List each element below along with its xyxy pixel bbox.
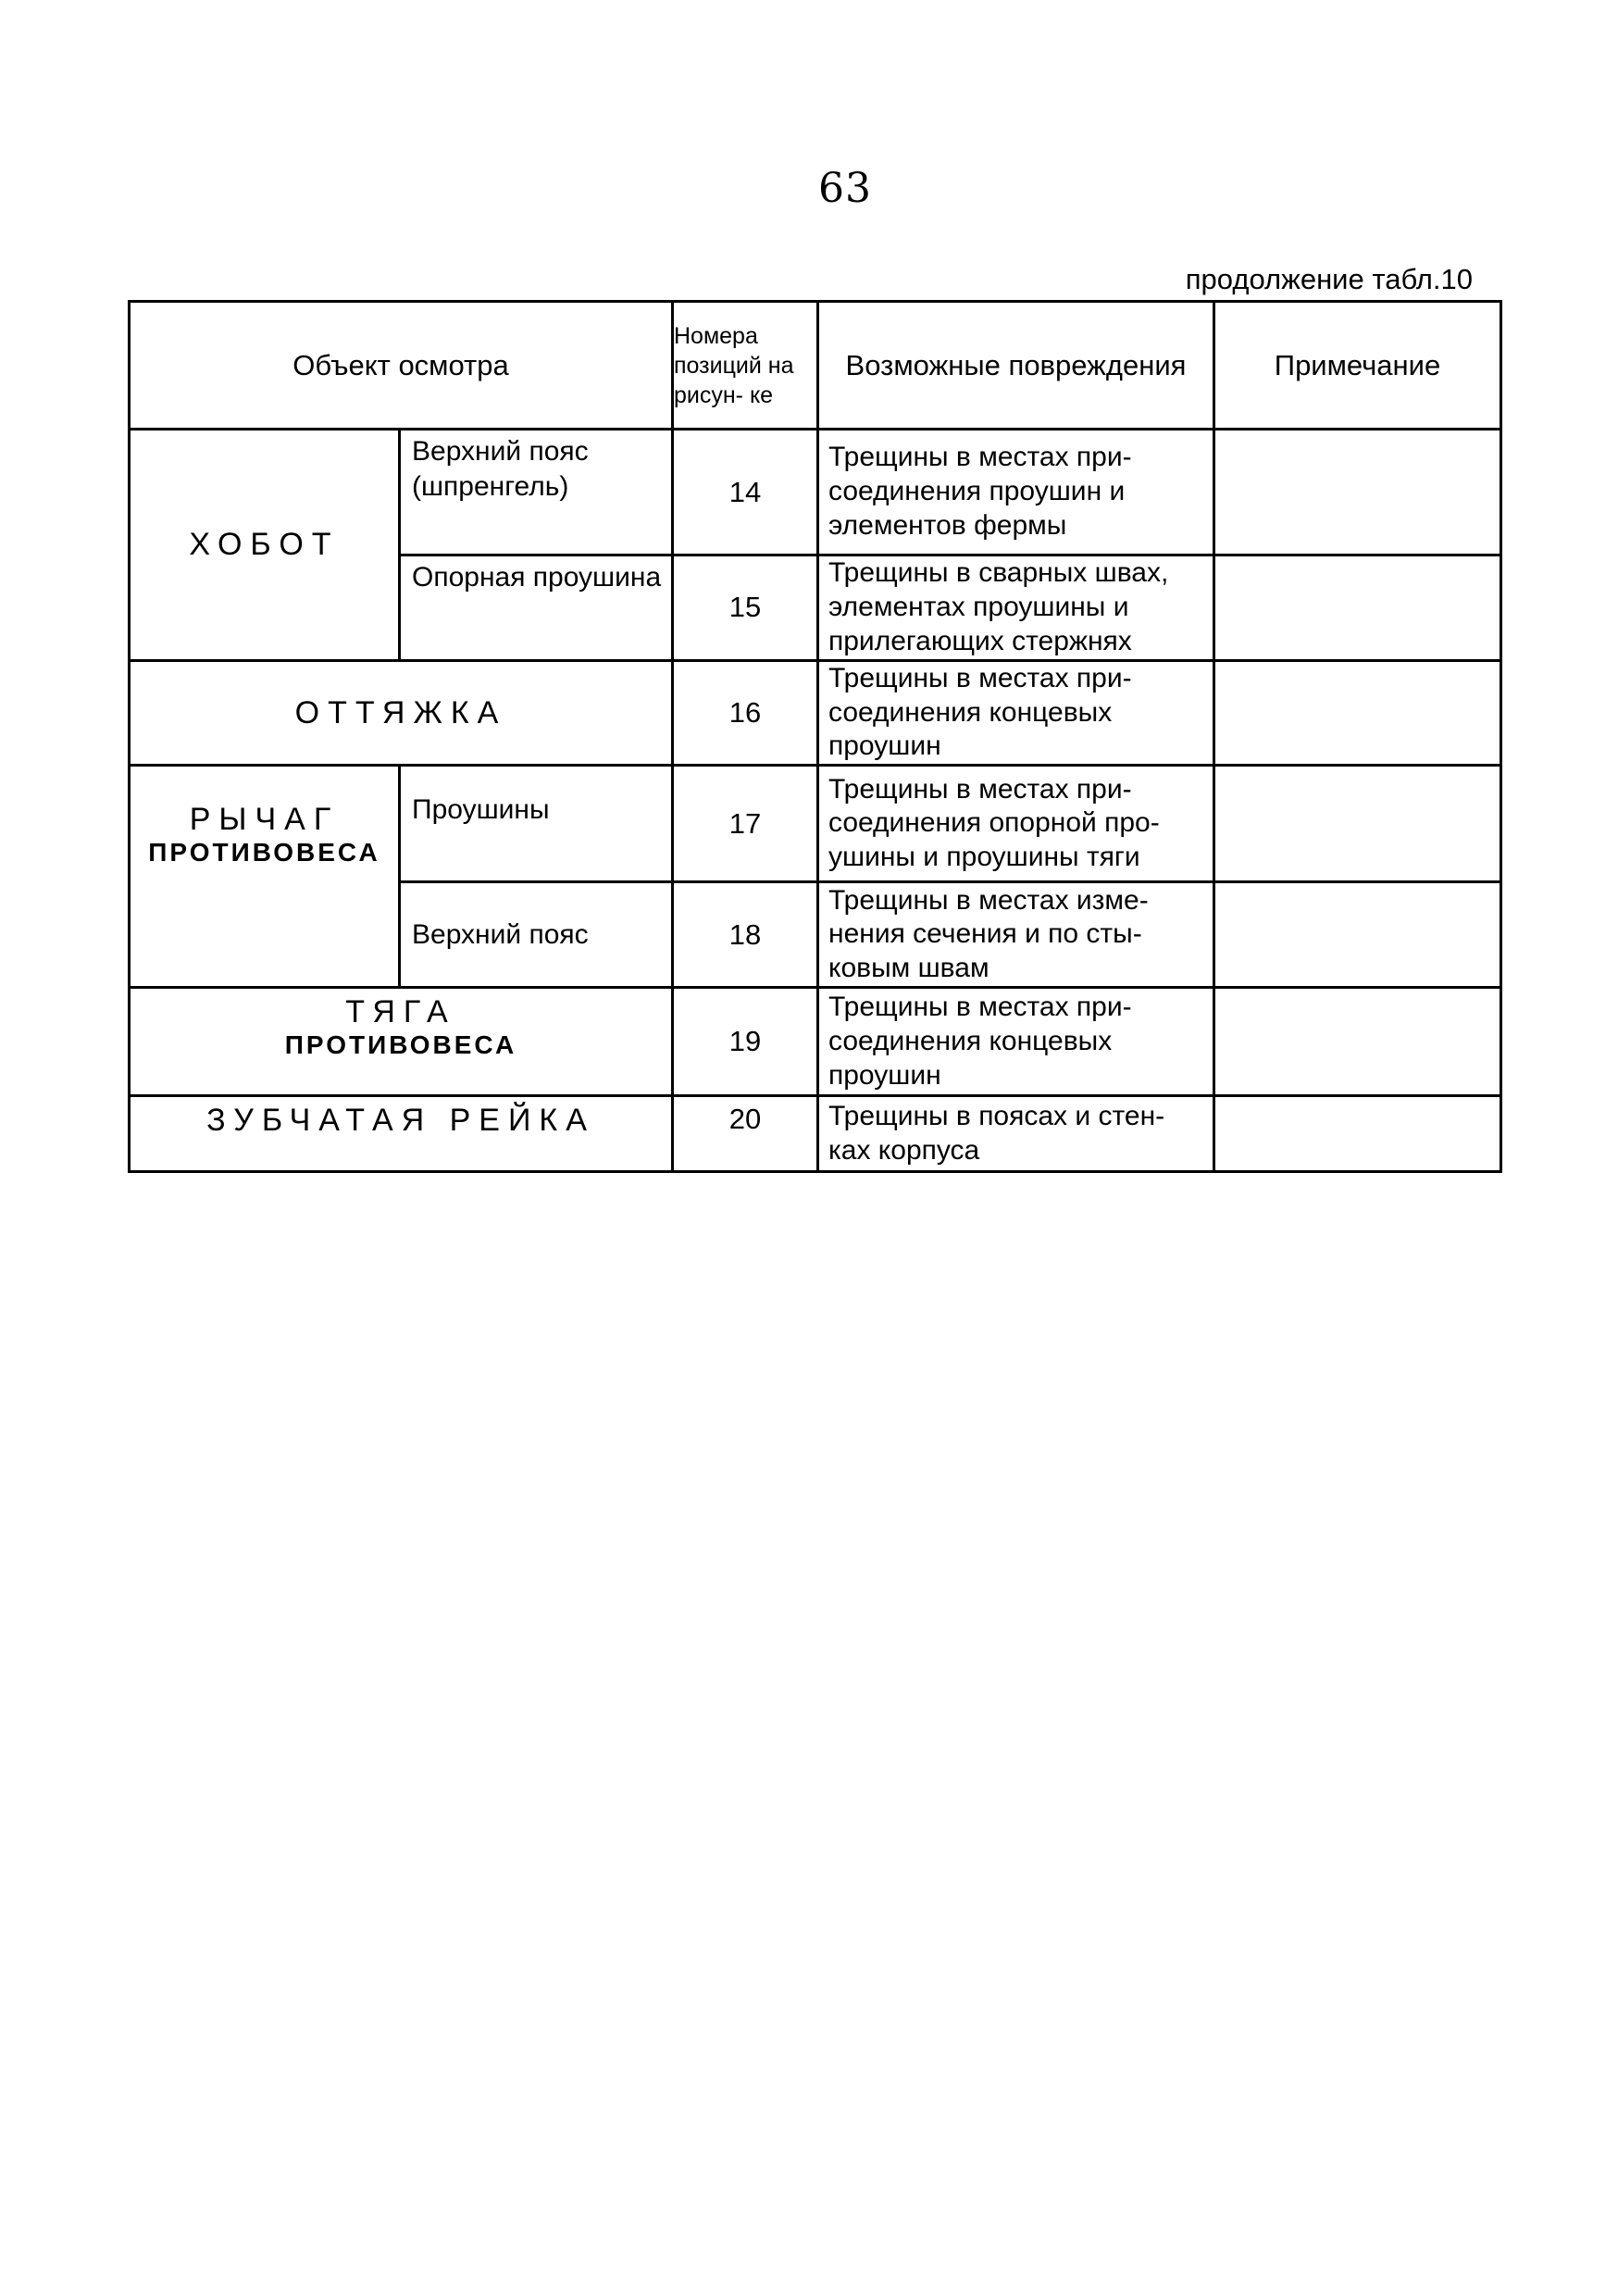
group-hobot: ХОБОТ xyxy=(130,430,400,661)
row-part: Верхний пояс xyxy=(400,882,673,988)
group-reika: ЗУБЧАТАЯ РЕЙКА xyxy=(130,1096,673,1172)
row-position: 15 xyxy=(673,555,818,661)
row-damage: Трещины в местах при- соединения опорной про- ушины и проушины тяги xyxy=(818,766,1214,882)
table-continuation-caption: продолжение табл.10 xyxy=(1185,263,1473,295)
row-note xyxy=(1214,660,1501,766)
group-rychag-line1: РЫЧАГ xyxy=(189,802,340,838)
row-note xyxy=(1214,988,1501,1096)
group-ottyazhka: ОТТЯЖКА xyxy=(130,660,673,766)
group-rychag xyxy=(130,766,400,988)
header-note: Примечание xyxy=(1214,302,1501,430)
row-damage: Трещины в сварных швах, элементах проушины и прилегающих стержнях xyxy=(818,555,1214,661)
row-note xyxy=(1214,882,1501,988)
group-tyaga xyxy=(130,988,673,1096)
row-position: 19 xyxy=(673,988,818,1096)
table-row xyxy=(130,660,1501,766)
row-damage: Трещины в поясах и стен- ках корпуса xyxy=(818,1096,1214,1172)
row-position: 18 xyxy=(673,882,818,988)
row-note xyxy=(1214,1096,1501,1172)
table-row xyxy=(130,1096,1501,1172)
row-damage: Трещины в местах изме- нения сечения и по сты- ковым швам xyxy=(818,882,1214,988)
row-position: 20 xyxy=(673,1096,818,1172)
row-note xyxy=(1214,766,1501,882)
row-damage: Трещины в местах при- соединения концевых проушин xyxy=(818,660,1214,766)
row-position: 17 xyxy=(673,766,818,882)
row-part: Проушины xyxy=(400,766,673,882)
header-object: Объект осмотра xyxy=(130,302,673,430)
row-damage: Трещины в местах при- соединения концевых проушин xyxy=(818,988,1214,1096)
group-rychag-line2: ПРОТИВОВЕСА xyxy=(148,838,380,867)
table-row xyxy=(130,430,1501,555)
inspection-table xyxy=(128,300,1502,1173)
group-tyaga-line1: ТЯГА xyxy=(345,994,456,1030)
row-position: 16 xyxy=(673,660,818,766)
row-note xyxy=(1214,555,1501,661)
table-row xyxy=(130,988,1501,1096)
row-part: Опорная проушина xyxy=(400,555,673,661)
row-note xyxy=(1214,430,1501,555)
table-row xyxy=(130,766,1501,882)
page-number: 63 xyxy=(818,165,872,212)
group-tyaga-line2: ПРОТИВОВЕСА xyxy=(284,1030,517,1060)
row-part: Верхний пояс (шпренгель) xyxy=(400,430,673,555)
row-damage: Трещины в местах при- соединения проушин и элементов фермы xyxy=(818,430,1214,555)
table-header-row xyxy=(130,302,1501,430)
row-position: 14 xyxy=(673,430,818,555)
header-position: Номера позиций на рисун- ке xyxy=(673,302,818,430)
header-damage: Возможные повреждения xyxy=(818,302,1214,430)
